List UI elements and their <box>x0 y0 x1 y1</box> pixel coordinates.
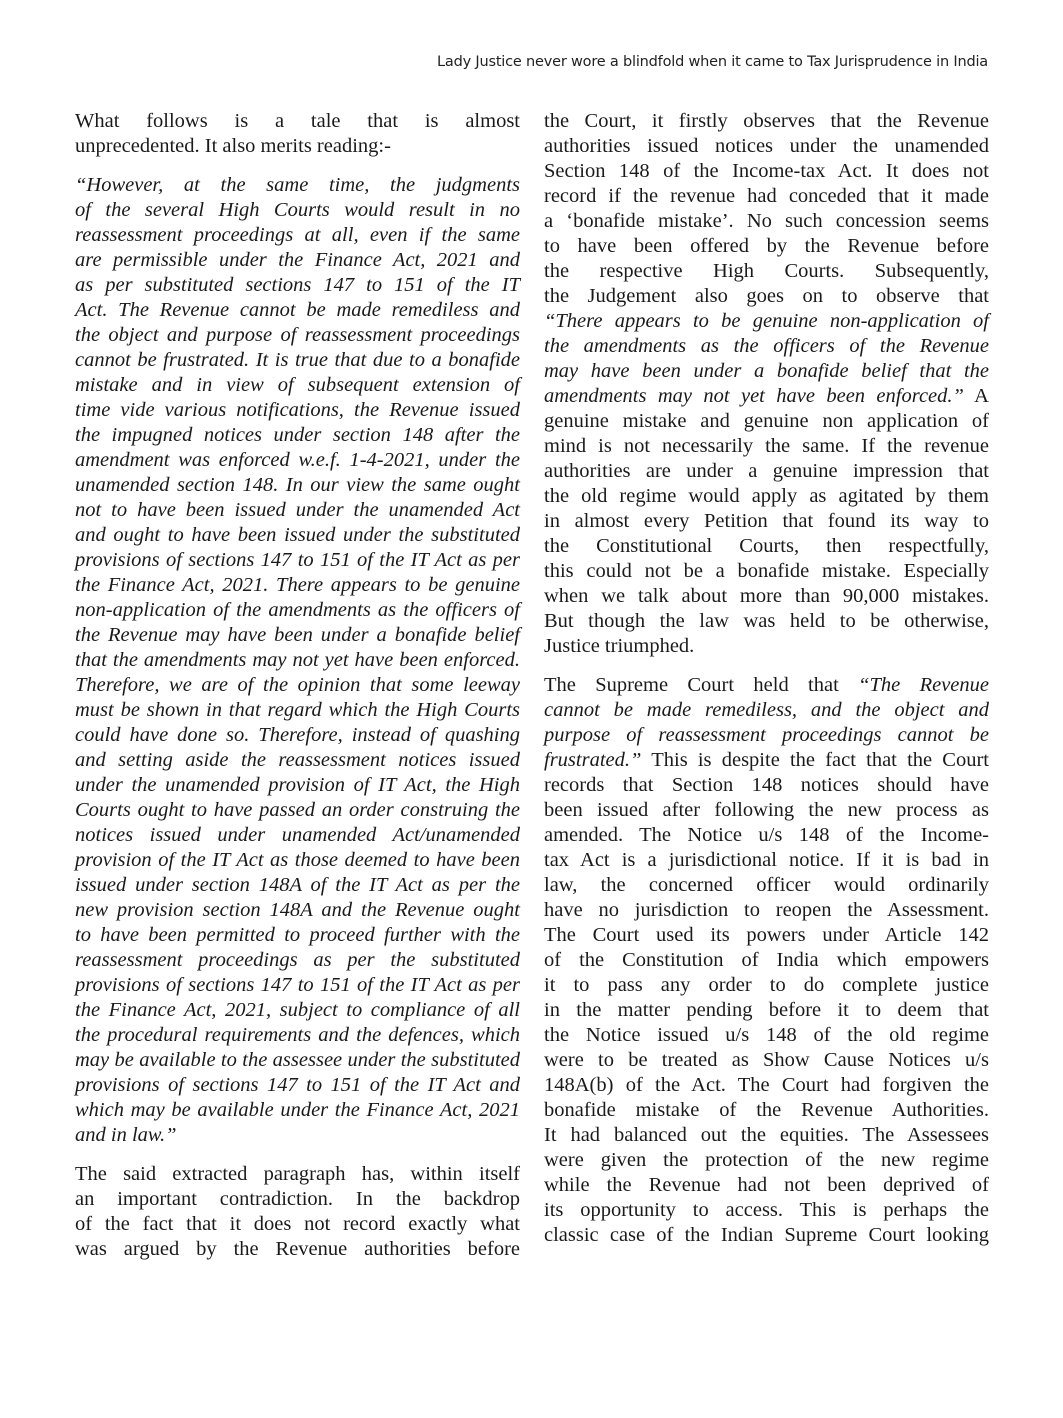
text-line: unamended section 148. In our view the same ought <box>75 474 520 496</box>
body-text: Section 148 of the Income-tax Act. It does not <box>544 160 989 182</box>
text-line <box>544 673 989 698</box>
text-line: Act. The Revenue cannot be made remediless and <box>75 299 520 321</box>
text-line <box>544 334 989 359</box>
body-text: genuine mistake and genuine non application of <box>544 410 989 432</box>
text-line: to have been permitted to proceed further with the <box>75 924 520 946</box>
text-line: non-application of the amendments as the officers of <box>75 599 520 621</box>
text-line: the Finance Act, 2021. There appears to be genuine <box>75 574 520 596</box>
text-line: What follows is a tale that is almost <box>75 110 520 132</box>
text-line: unprecedented. It also merits reading:- <box>75 135 391 157</box>
text-line: which may be available under the Finance Act, 2021 <box>75 1099 520 1121</box>
text-line <box>544 209 989 234</box>
body-text: the respective High Courts. Subsequently, <box>544 260 989 282</box>
text-line <box>544 1173 989 1198</box>
text-line <box>544 1123 989 1148</box>
text-line <box>544 409 989 434</box>
text-line: of the several High Courts would result in no <box>75 199 520 221</box>
body-text: authorities are under a genuine impression that <box>544 460 989 482</box>
text-line <box>544 748 989 773</box>
body-text: a ‘bonafide mistake’. No such concession seems <box>544 210 989 232</box>
right-column <box>544 109 989 1248</box>
text-line <box>544 1198 989 1223</box>
body-paragraph <box>75 1162 520 1262</box>
text-line <box>544 798 989 823</box>
body-text: tax Act is a jurisdictional notice. If it is bad in <box>544 849 989 871</box>
body-text: were given the protection of the new regime <box>544 1149 989 1171</box>
body-text: in almost every Petition that found its way to <box>544 510 989 532</box>
text-line: time vide various notifications, the Revenue issued <box>75 399 520 421</box>
body-text: But though the law was held to be otherwise, <box>544 610 989 632</box>
text-line: the object and purpose of reassessment proceedings <box>75 324 520 346</box>
body-text: it to pass any order to do complete justice <box>544 974 989 996</box>
body-text: law, the concerned officer would ordinarily <box>544 874 989 896</box>
body-text: A <box>963 385 989 407</box>
text-line: must be shown in that regard which the High Courts <box>75 699 520 721</box>
text-line <box>544 848 989 873</box>
body-text: classic case of the Indian Supreme Court looking <box>544 1224 989 1246</box>
text-line <box>544 459 989 484</box>
body-text: were to be treated as Show Cause Notices u/s <box>544 1049 989 1071</box>
text-line: and in law.” <box>75 1124 177 1146</box>
body-text: the old regime would apply as agitated by them <box>544 485 989 507</box>
quoted-text: amendments may not yet have been enforced.” <box>544 385 964 407</box>
text-line: are permissible under the Finance Act, 2021 and <box>75 249 520 271</box>
text-line <box>544 773 989 798</box>
text-line: provisions of sections 147 to 151 of the IT Act as per <box>75 974 520 996</box>
text-line: the Revenue may have been under a bonafide belief <box>75 624 520 646</box>
body-text: this could not be a bonafide mistake. Especially <box>544 560 989 582</box>
text-line <box>544 184 989 209</box>
text-line: that the amendments may not yet have been enforced. <box>75 649 520 671</box>
text-line <box>544 234 989 259</box>
body-text: the Notice issued u/s 148 of the old regime <box>544 1024 989 1046</box>
text-line: and setting aside the reassessment notices issued <box>75 749 520 771</box>
body-text: The Court used its powers under Article 142 <box>544 924 989 946</box>
text-line: and ought to have been issued under the substituted <box>75 524 520 546</box>
quoted-text: cannot be made remediless, and the object and <box>544 699 989 721</box>
running-header: Lady Justice never wore a blindfold when it came to Tax Jurisprudence in India <box>437 54 988 70</box>
text-line: reassessment proceedings as per the substituted <box>75 949 520 971</box>
text-line <box>544 698 989 723</box>
text-line: as per substituted sections 147 to 151 of the IT <box>75 274 520 296</box>
text-line <box>544 284 989 309</box>
text-line <box>544 309 989 334</box>
text-line <box>544 948 989 973</box>
text-line: issued under section 148A of the IT Act as per the <box>75 874 520 896</box>
body-text: the Court, it firstly observes that the Revenue <box>544 110 989 132</box>
text-line <box>544 1023 989 1048</box>
body-text: its opportunity to access. This is perhaps the <box>544 1199 989 1221</box>
text-line: of the fact that it does not record exactly what <box>75 1213 520 1235</box>
text-line <box>544 509 989 534</box>
text-line: Therefore, we are of the opinion that some leeway <box>75 674 520 696</box>
text-line <box>544 723 989 748</box>
body-text: have no jurisdiction to reopen the Assessment. <box>544 899 989 921</box>
body-text: 148A(b) of the Act. The Court had forgiven the <box>544 1074 989 1096</box>
block-quote <box>75 173 520 1148</box>
text-line <box>544 534 989 559</box>
body-text: bonafide mistake of the Revenue Authorities. <box>544 1099 989 1121</box>
quoted-text: “There appears to be genuine non-application of <box>544 310 989 332</box>
body-text: the Constitutional Courts, then respectfully, <box>544 535 989 557</box>
text-line: Courts ought to have passed an order construing the <box>75 799 520 821</box>
text-line: an important contradiction. In the backdrop <box>75 1188 520 1210</box>
body-text: record if the revenue had conceded that it made <box>544 185 989 207</box>
quoted-text: the amendments as the officers of the Revenue <box>544 335 989 357</box>
text-line: under the unamended provision of IT Act, the High <box>75 774 520 796</box>
body-text: mind is not necessarily the same. If the revenue <box>544 435 989 457</box>
text-line: may be available to the assessee under the substituted <box>75 1049 520 1071</box>
text-line: reassessment proceedings at all, even if the same <box>75 224 520 246</box>
text-line: could have done so. Therefore, instead of quashing <box>75 724 520 746</box>
text-line: the impugned notices under section 148 after the <box>75 424 520 446</box>
text-line <box>544 484 989 509</box>
text-line: The said extracted paragraph has, within itself <box>75 1163 520 1185</box>
quoted-text: “The Revenue <box>858 674 989 696</box>
text-line: not to have been issued under the unamended Act <box>75 499 520 521</box>
body-paragraph <box>544 673 989 1248</box>
body-text: It had balanced out the equities. The Assessees <box>544 1124 989 1146</box>
text-line: the procedural requirements and the defences, which <box>75 1024 520 1046</box>
text-line: notices issued under unamended Act/unamended <box>75 824 520 846</box>
text-line: provisions of sections 147 to 151 of the IT Act and <box>75 1074 520 1096</box>
text-line <box>544 584 989 609</box>
text-line <box>544 973 989 998</box>
text-line <box>544 1223 989 1248</box>
text-line <box>544 1148 989 1173</box>
quoted-text: may have been under a bonafide belief that the <box>544 360 989 382</box>
text-line <box>544 823 989 848</box>
text-line <box>544 873 989 898</box>
text-line <box>544 134 989 159</box>
body-text: records that Section 148 notices should have <box>544 774 989 796</box>
text-line <box>544 1073 989 1098</box>
text-line <box>544 359 989 384</box>
text-line <box>544 609 989 634</box>
text-line: provision of the IT Act as those deemed to have been <box>75 849 520 871</box>
body-text: The Supreme Court held that <box>544 674 859 696</box>
text-line <box>544 384 989 409</box>
left-column <box>75 109 520 1262</box>
quoted-text: frustrated.” <box>544 749 642 771</box>
body-text: authorities issued notices under the unamended <box>544 135 989 157</box>
quoted-text: purpose of reassessment proceedings cannot be <box>544 724 989 746</box>
body-text: This is despite the fact that the Court <box>641 749 989 771</box>
text-line <box>544 159 989 184</box>
text-line: provisions of sections 147 to 151 of the IT Act as per <box>75 549 520 571</box>
body-paragraph <box>75 109 520 159</box>
text-line: was argued by the Revenue authorities before <box>75 1238 520 1260</box>
text-line: cannot be frustrated. It is true that due to a bonafide <box>75 349 520 371</box>
text-line <box>544 998 989 1023</box>
text-line <box>544 898 989 923</box>
body-text: the Judgement also goes on to observe that <box>544 285 989 307</box>
body-text: when we talk about more than 90,000 mistakes. <box>544 585 989 607</box>
body-text: to have been offered by the Revenue before <box>544 235 989 257</box>
body-text: of the Constitution of India which empowers <box>544 949 989 971</box>
text-line: amendment was enforced w.e.f. 1-4-2021, under the <box>75 449 520 471</box>
text-line: new provision section 148A and the Revenue ought <box>75 899 520 921</box>
text-line <box>544 434 989 459</box>
body-text: amended. The Notice u/s 148 of the Income- <box>544 824 989 846</box>
text-line <box>544 1098 989 1123</box>
body-text: been issued after following the new process as <box>544 799 989 821</box>
text-line <box>544 1048 989 1073</box>
text-line <box>544 923 989 948</box>
text-line <box>544 259 989 284</box>
text-line: the Finance Act, 2021, subject to compliance of all <box>75 999 520 1021</box>
body-paragraph <box>544 109 989 659</box>
text-line <box>544 109 989 134</box>
text-line <box>544 634 989 659</box>
body-text: while the Revenue had not been deprived of <box>544 1174 989 1196</box>
text-line <box>544 559 989 584</box>
body-text: Justice triumphed. <box>544 635 695 657</box>
text-line: mistake and in view of subsequent extension of <box>75 374 520 396</box>
text-line: “However, at the same time, the judgments <box>75 174 520 196</box>
body-text: in the matter pending before it to deem that <box>544 999 989 1021</box>
